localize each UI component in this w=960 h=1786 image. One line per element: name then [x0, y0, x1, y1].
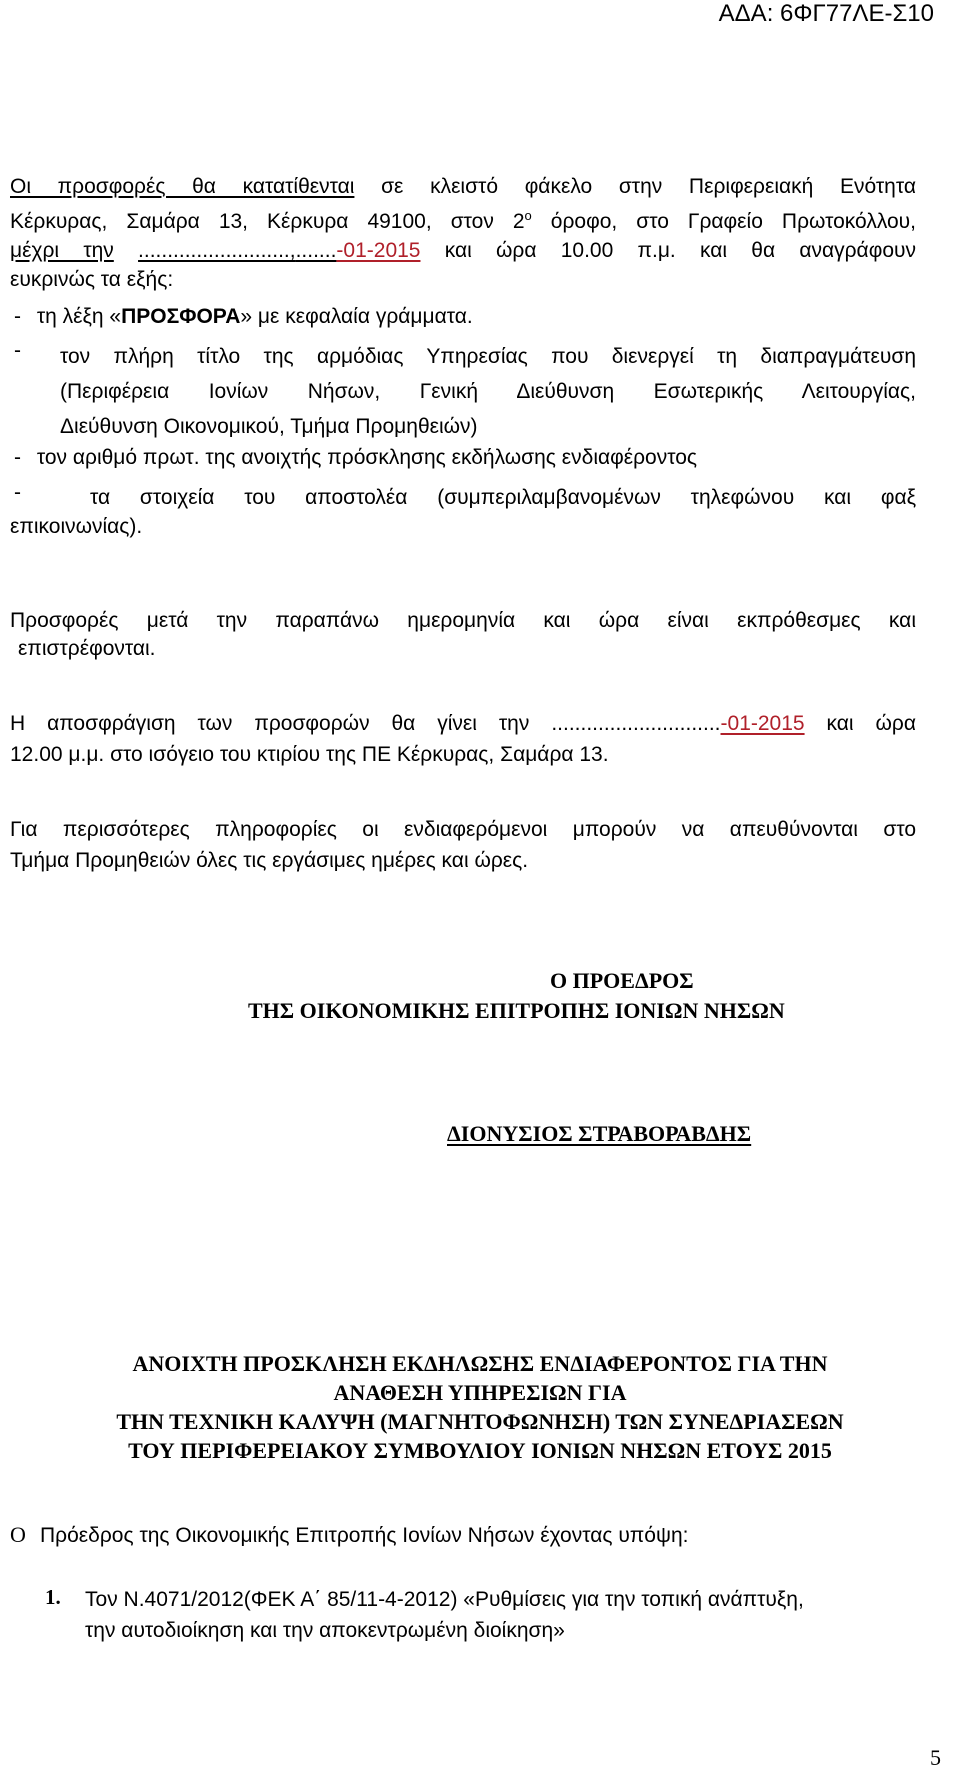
opening-date-blank: .............................: [551, 712, 721, 735]
submission-location: σε κλειστό φάκελο στην Περιφερειακή Ενότητα: [381, 175, 916, 198]
signature-block: [0, 966, 960, 996]
title-line: ΑΝΑΘΕΣΗ ΥΠΗΡΕΣΙΩΝ ΓΙΑ: [333, 1380, 627, 1405]
list-item: [14, 305, 473, 329]
submission-intro: Οι προσφορές θα κατατίθενται: [10, 175, 355, 198]
list-item-text: επικοινωνίας).: [10, 515, 143, 538]
list-dash: -: [14, 339, 21, 362]
list-dash: -: [14, 446, 21, 469]
opening-date: -01-2015: [720, 712, 805, 735]
list-dash: -: [14, 481, 21, 504]
page-number: 5: [930, 1745, 941, 1770]
submission-list-intro: ευκρινώς τα εξής:: [10, 268, 174, 291]
paragraph-late-offers: [10, 605, 916, 637]
title-line: ΤΗΝ ΤΕΧΝΙΚΗ ΚΑΛΥΨΗ (ΜΑΓΝΗΤΟΦΩΝΗΣΗ) ΤΩΝ ΣΥΝΕΔΡΙΑΣΕΩΝ: [116, 1409, 844, 1434]
list-item-text: τα στοιχεία του αποστολέα (συμπεριλαμβανομένων τηλεφώνου και φαξ: [90, 486, 916, 509]
ada-code: ΑΔΑ: 6ΦΓ77ΛΕ-Σ10: [718, 0, 934, 27]
title-line: ΤΟΥ ΠΕΡΙΦΕΡΕΙΑΚΟΥ ΣΥΜΒΟΥΛΙΟΥ ΙΟΝΙΩΝ ΝΗΣΩΝ ΕΤΟΥΣ 2015: [128, 1438, 832, 1463]
item-line: την αυτοδιοίκηση και την αποκεντρωμένη διοίκηση»: [85, 1619, 565, 1642]
deadline-month-blank: .......: [295, 239, 337, 262]
deadline-day-blank: ..........................,: [138, 239, 296, 262]
signature-name: ΔΙΟΝΥΣΙΟΣ ΣΤΡΑΒΟΡΑΒΔΗΣ: [447, 1121, 752, 1146]
intro-text: Πρόεδρος της Οικονομικής Επιτροπής Ιονίων Νήσων έχοντας υπόψη:: [40, 1524, 689, 1547]
list-item: [60, 339, 916, 444]
list-item-text: Διεύθυνση Οικονομικού, Τμήμα Προμηθειών): [60, 415, 478, 438]
list-item-text: τον πλήρη τίτλο της αρμόδιας Υπηρεσίας που διενεργεί τη διαπραγμάτευση: [60, 345, 916, 368]
paragraph-line: Προσφορές μετά την παραπάνω ημερομηνία και ώρα είναι εκπρόθεσμες και: [10, 609, 916, 632]
paragraph-opening: [10, 708, 916, 770]
title-line: ΑΝΟΙΧΤΗ ΠΡΟΣΚΛΗΣΗ ΕΚΔΗΛΩΣΗΣ ΕΝΔΙΑΦΕΡΟΝΤΟΣ ΓΙΑ ΤΗΝ: [132, 1351, 828, 1376]
paragraph-information: [10, 814, 916, 876]
deadline-time: και ώρα 10.00 π.μ. και θα αναγράφουν: [444, 239, 916, 262]
opening-time-label: και ώρα: [826, 712, 916, 735]
item-text: [85, 1584, 804, 1646]
intro-line: [10, 1522, 688, 1548]
paragraph-line: Τμήμα Προμηθειών όλες τις εργάσιμες ημέρες και ώρες.: [10, 849, 529, 872]
paragraph-line: Για περισσότερες πληροφορίες οι ενδιαφερόμενοι μπορούν να απευθύνονται στο: [10, 818, 916, 841]
paragraph-submission: [10, 172, 916, 294]
item-number: 1.: [45, 1585, 61, 1609]
list-item: [90, 481, 916, 515]
paragraph-line: επιστρέφονται.: [18, 637, 156, 660]
list-item-text-end: » με κεφαλαία γράμματα.: [240, 305, 473, 328]
document-title: [0, 1349, 960, 1465]
list-item-text: τη λέξη «: [36, 305, 122, 328]
submission-office: όροφο, στο Γραφείο Πρωτοκόλλου,: [550, 210, 916, 233]
opening-label: Η αποσφράγιση των προσφορών θα γίνει την: [10, 712, 530, 735]
list-item-text: (Περιφέρεια Ιονίων Νήσων, Γενική Διεύθυνση Εσωτερικής Λειτουργίας,: [60, 380, 916, 403]
keyword-offer: ΠΡΟΣΦΟΡΑ: [121, 305, 241, 328]
intro-letter: Ο: [10, 1522, 26, 1547]
deadline-label: μέχρι την: [10, 239, 114, 262]
list-item: [14, 446, 697, 470]
deadline-date: -01-2015: [336, 239, 421, 262]
signature-role-committee: ΤΗΣ ΟΙΚΟΝΟΜΙΚΗΣ ΕΠΙΤΡΟΠΗΣ ΙΟΝΙΩΝ ΝΗΣΩΝ: [248, 998, 785, 1023]
ordinal-suffix: ο: [524, 208, 532, 223]
opening-place: 12.00 μ.μ. στο ισόγειο του κτιρίου της ΠΕ Κέρκυρας, Σαμάρα 13.: [10, 743, 609, 766]
signature-role: Ο ΠΡΟΕΔΡΟΣ: [550, 968, 694, 993]
list-item-text: τον αριθμό πρωτ. της ανοιχτής πρόσκλησης εκδήλωσης ενδιαφέροντος: [36, 446, 698, 469]
submission-address: Κέρκυρας, Σαμάρα 13, Κέρκυρα 49100, στον 2: [10, 210, 525, 233]
list-dash: -: [14, 305, 21, 328]
item-line: Τον Ν.4071/2012(ΦΕΚ Α΄ 85/11-4-2012) «Ρυθμίσεις για την τοπική ανάπτυξη,: [85, 1588, 804, 1611]
